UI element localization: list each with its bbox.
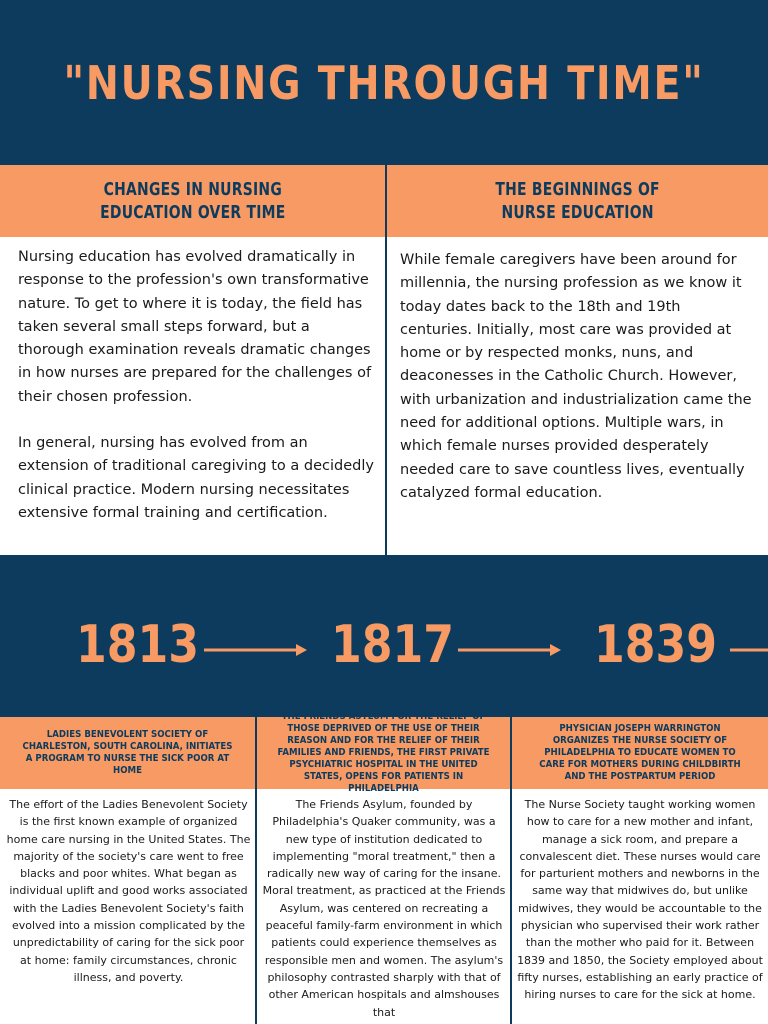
event-body-1817: The Friends Asylum, founded by Philadelphia's Quaker community, was a new type of institution dedicated to implementing "moral treatment," then a radically new way of caring for the insane. Moral treatment, as practiced at the Friends Asylum, was centered on recreating a peaceful family-farm environment in which patients could experience themselves as responsible men and women. The asylum's philosophy contrasted sharply with that of other American hospitals and almshouses that [262,798,506,1019]
column-divider [510,717,512,1024]
section-heading-changes [0,165,385,237]
event-heading-1813 [0,717,255,789]
page-title: "NURSING THROUGH TIME" [63,56,705,110]
event-heading-1817 [257,711,510,794]
arrow-right-icon [730,640,768,660]
paragraph: Nursing education has evolved dramatically in response to the profession's own transformative nature. To get to where it is today, the field has taken several small steps forward, but a thorough examination reveals dramatic changes in how nurses are prepared for the challenges of their chosen profession. [18,249,372,405]
arrow-right-icon [458,640,562,660]
event-heading-text: LADIES BENEVOLENT SOCIETY OF CHARLESTON, SOUTH CAROLINA, INITIATES A PROGRAM TO NURSE THE SICK POOR AT HOME [22,729,233,776]
event-body-1839: The Nurse Society taught working women how to care for a new mother and infant, manage a sick room, and prepare a convalescent diet. These nurses would care for parturient mothers and newborns in the same way that midwives do, but unlike midwives, they would be accountable to the physician who supervised their work rather than the mother who paid for it. Between 1839 and 1850, the Society employed about fifty nurses, establishing an early practice of hiring nurses to care for the sick at home. [517,798,763,1002]
column-divider [385,165,387,555]
event-heading-1839 [512,717,768,789]
timeline-year: 1839 [594,615,718,675]
paragraph: In general, nursing has evolved from an extension of traditional caregiving to a decidedly clinical practice. Modern nursing necessitates extensive formal training and certification. [18,435,374,521]
section-body-changes [18,237,378,555]
column-divider [255,717,257,1024]
section-heading-beginnings [387,165,768,237]
event-heading-text: THE FRIENDS ASYLUM FOR THE RELIEF OF THOSE DEPRIVED OF THE USE OF THEIR REASON AND FOR THE RELIEF OF THEIR FAMILIES AND FRIENDS, THE FIRST PRIVATE PSYCHIATRIC HOSPITAL IN THE UNITED STATES, OPENS FOR PATIENTS IN PHILADELPHIA [277,711,490,794]
timeline-year: 1817 [331,615,455,675]
timeline-year: 1813 [76,615,200,675]
arrow-right-icon [204,640,308,660]
paragraph: While female caregivers have been around for millennia, the nursing profession as we know it today dates back to the 18th and 19th centuries. Initially, most care was provided at home or by respected monks, nuns, and deaconesses in the Catholic Church. However, with urbanization and industrialization came the need for additional options. Multiple wars, in which female nurses provided desperately needed care to save countless lives, eventually catalyzed formal education. [400,252,752,501]
section-body-beginnings [400,237,754,555]
event-body-1813: The effort of the Ladies Benevolent Society is the first known example of organized home care nursing in the United States. The majority of the society's care went to free blacks and poor whites. What began as individual uplift and good works associated with the Ladies Benevolent Society's faith evolved into a mission complicated by the unpredictability of caring for the sick poor at home: family circumstances, chronic illness, and poverty. [6,798,251,984]
section-heading-text: CHANGES IN NURSING EDUCATION OVER TIME [99,179,286,223]
event-heading-text: PHYSICIAN JOSEPH WARRINGTON ORGANIZES THE NURSE SOCIETY OF PHILADELPHIA TO EDUCATE WOMEN TO CARE FOR MOTHERS DURING CHILDBIRTH AND THE POSTPARTUM PERIOD [539,723,741,782]
section-heading-text: THE BEGINNINGS OF NURSE EDUCATION [495,179,660,223]
